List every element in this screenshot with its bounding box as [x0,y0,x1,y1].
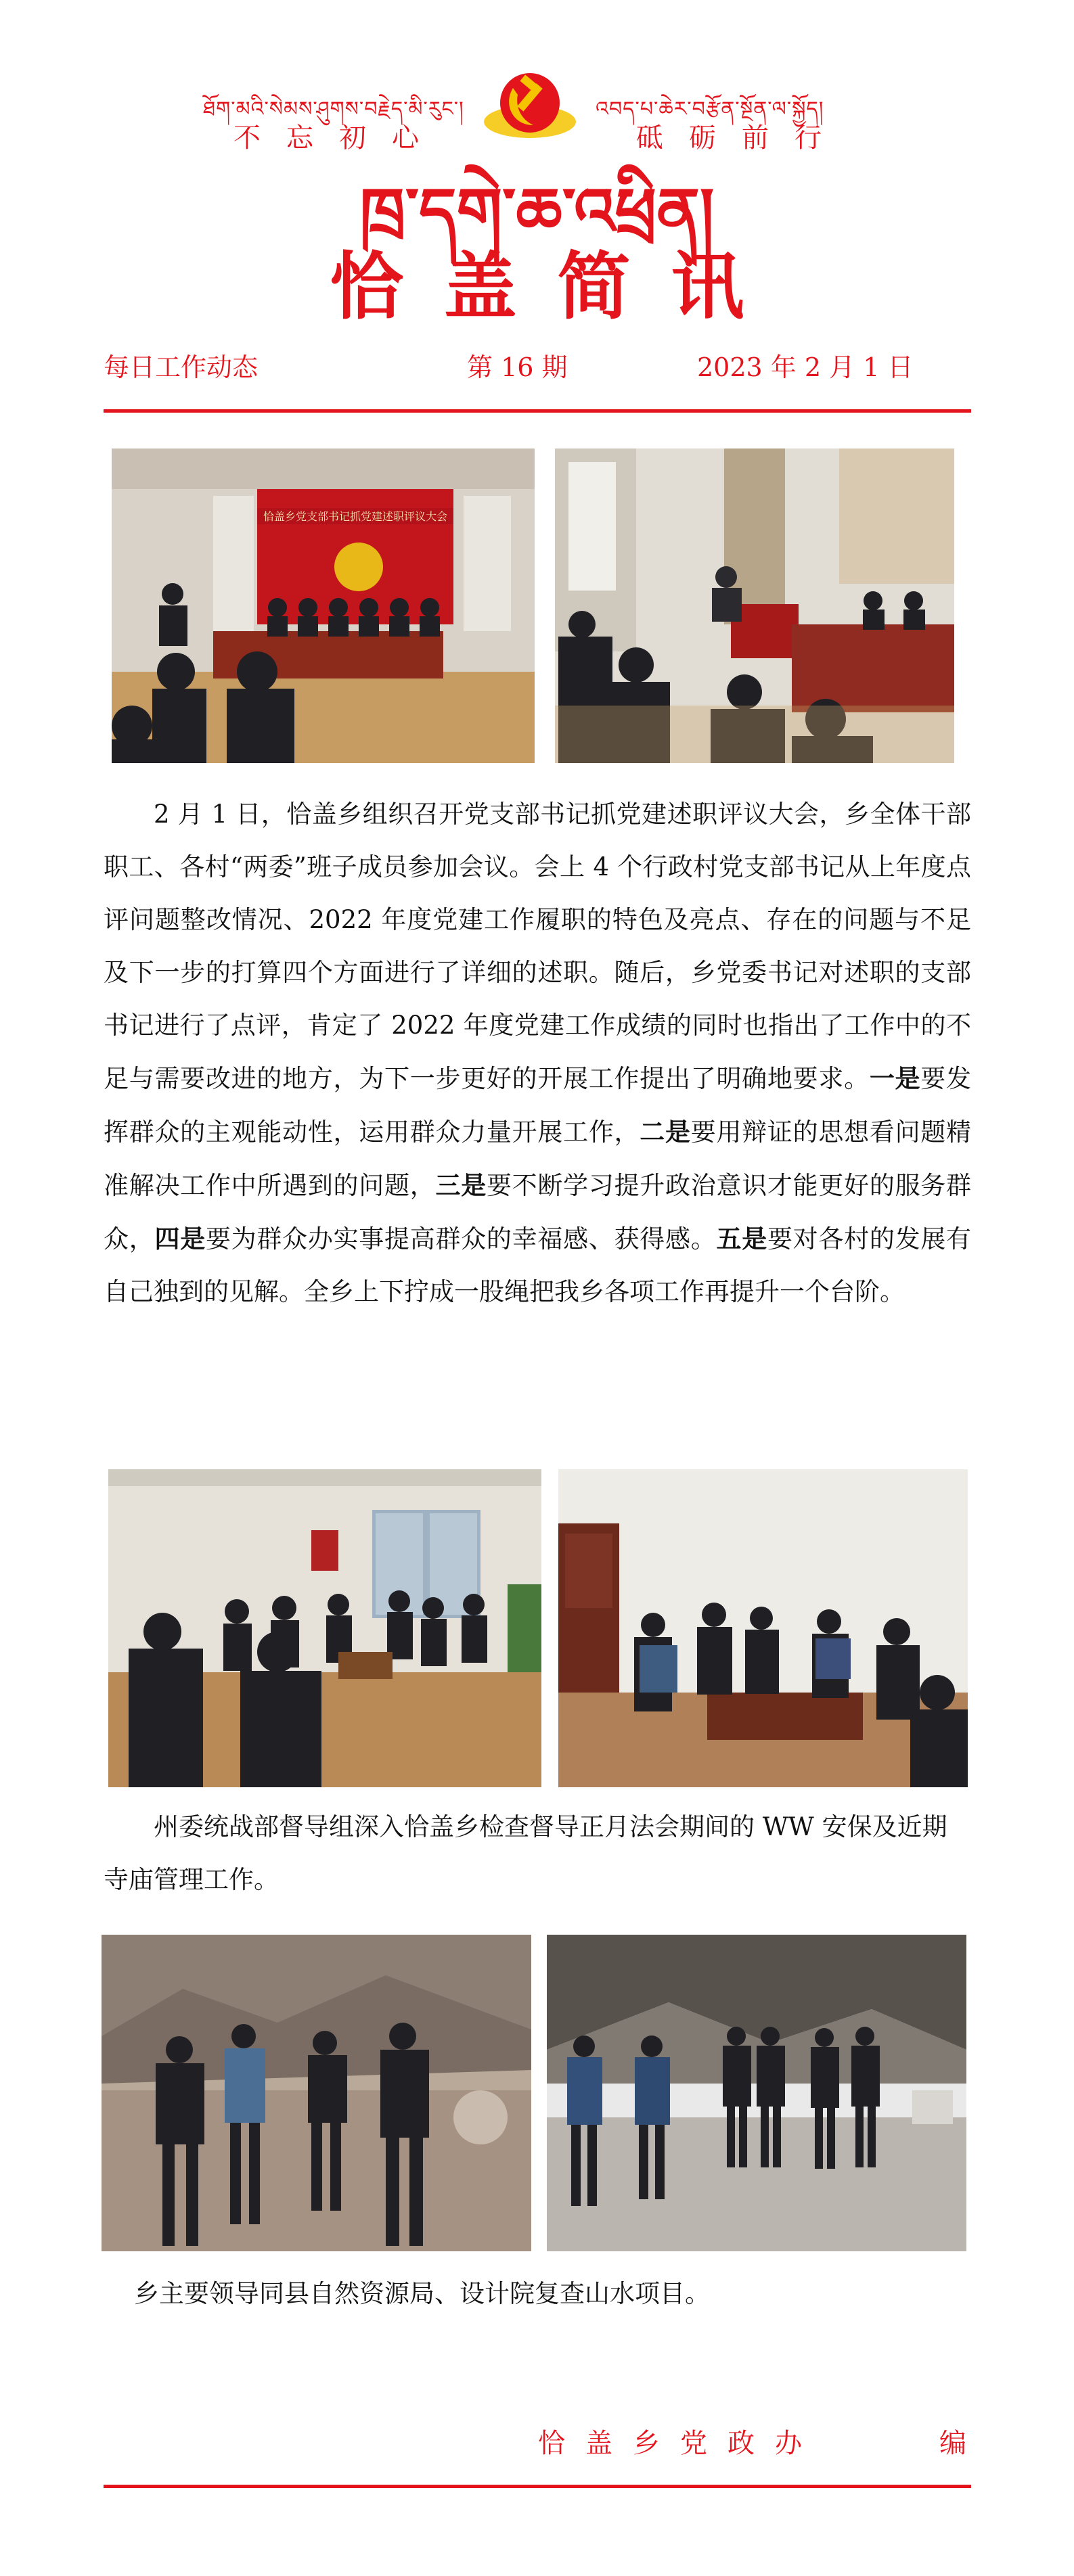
banner-text: 恰盖乡党支部书记抓党建述职评议大会 [263,510,448,523]
field-photo-mountain [547,1935,966,2251]
point-2-label: 二是 [640,1117,691,1147]
section-label: 每日工作动态 [104,352,259,382]
slogan-tibetan-left: ཐོག་མའི་སེམས་ཤུགས་བརྗེད་མི་རུང་། [203,97,464,121]
field-photo-quarry [102,1935,531,2251]
point-2-text: 要用辩证的思想看问题精准解决工作中所遇到的问题， [104,1118,972,1200]
article-2-caption: 州委统战部督导组深入恰盖乡检查督导正月法会期间的 WW 安保及近期寺庙管理工作。 [104,1812,947,1894]
meeting-photo-speaker [555,448,954,763]
point-3-text: 要不断学习提升政治意识才能更好的服务群众， [104,1171,972,1254]
title-tibetan: ཁྲ་དགེ་ཆ་འཕྲིན། [359,174,715,250]
point-4-label: 四是 [154,1224,206,1254]
slogan-tibetan-right: འབད་པ་ཆེར་བརྩོན་སྔོན་ལ་སྐྱོད། [596,97,824,121]
meeting-photo-hall [112,448,535,763]
issue-date: 2023 年 2 月 1 日 [697,352,914,382]
slogan-chinese-left: 不忘初心 [233,122,445,154]
issue-number: 第 16 期 [467,352,568,382]
point-3-label: 三是 [435,1170,487,1200]
article-1-text: 2 月 1 日，恰盖乡组织召开党支部书记抓党建述职评议大会，乡全体干部职工、各村“两委”班子成员参加会议。会上 4 个行政村党支部书记从上年度点评问题整改情况、2022 年度党建工作履职的特色及亮点、存在的问题与不足及下一步的打算四个方面进行了详细的述职。随后，乡党委书记对述职的支部书记进行了点评，肯定了 2022 年度党建工作成绩的同时也指出了工作中的不足与需要改进的地方，为下一步更好的开展工作提出了明确地要求。 [104,800,971,1093]
header-rule [104,409,971,413]
article-3-caption: 乡主要领导同县自然资源局、设计院复查山水项目。 [134,2279,710,2308]
footer-editor-org: 恰盖乡党政办 [538,2428,822,2459]
title-chinese: 恰盖简讯 [330,245,785,329]
point-1-text: 要发挥群众的主观能动性，运用群众力量开展工作， [104,1064,972,1147]
footer-edit-label: 编 [939,2428,966,2459]
article-1-body [104,788,971,1318]
inspection-photo-office [558,1469,968,1787]
party-emblem-icon [483,68,577,141]
inspection-photo-room [108,1469,541,1787]
footer-rule [104,2485,971,2488]
point-5-text: 要对各村的发展有自己独到的见解。全乡上下拧成一股绳把我乡各项工作再提升一个台阶。 [104,1224,972,1306]
point-4-text: 要为群众办实事提高群众的幸福感、获得感。 [205,1224,717,1254]
point-1-label: 一是 [869,1063,921,1093]
slogan-chinese-right: 砥砺前行 [636,122,847,154]
point-5-label: 五是 [716,1224,767,1254]
